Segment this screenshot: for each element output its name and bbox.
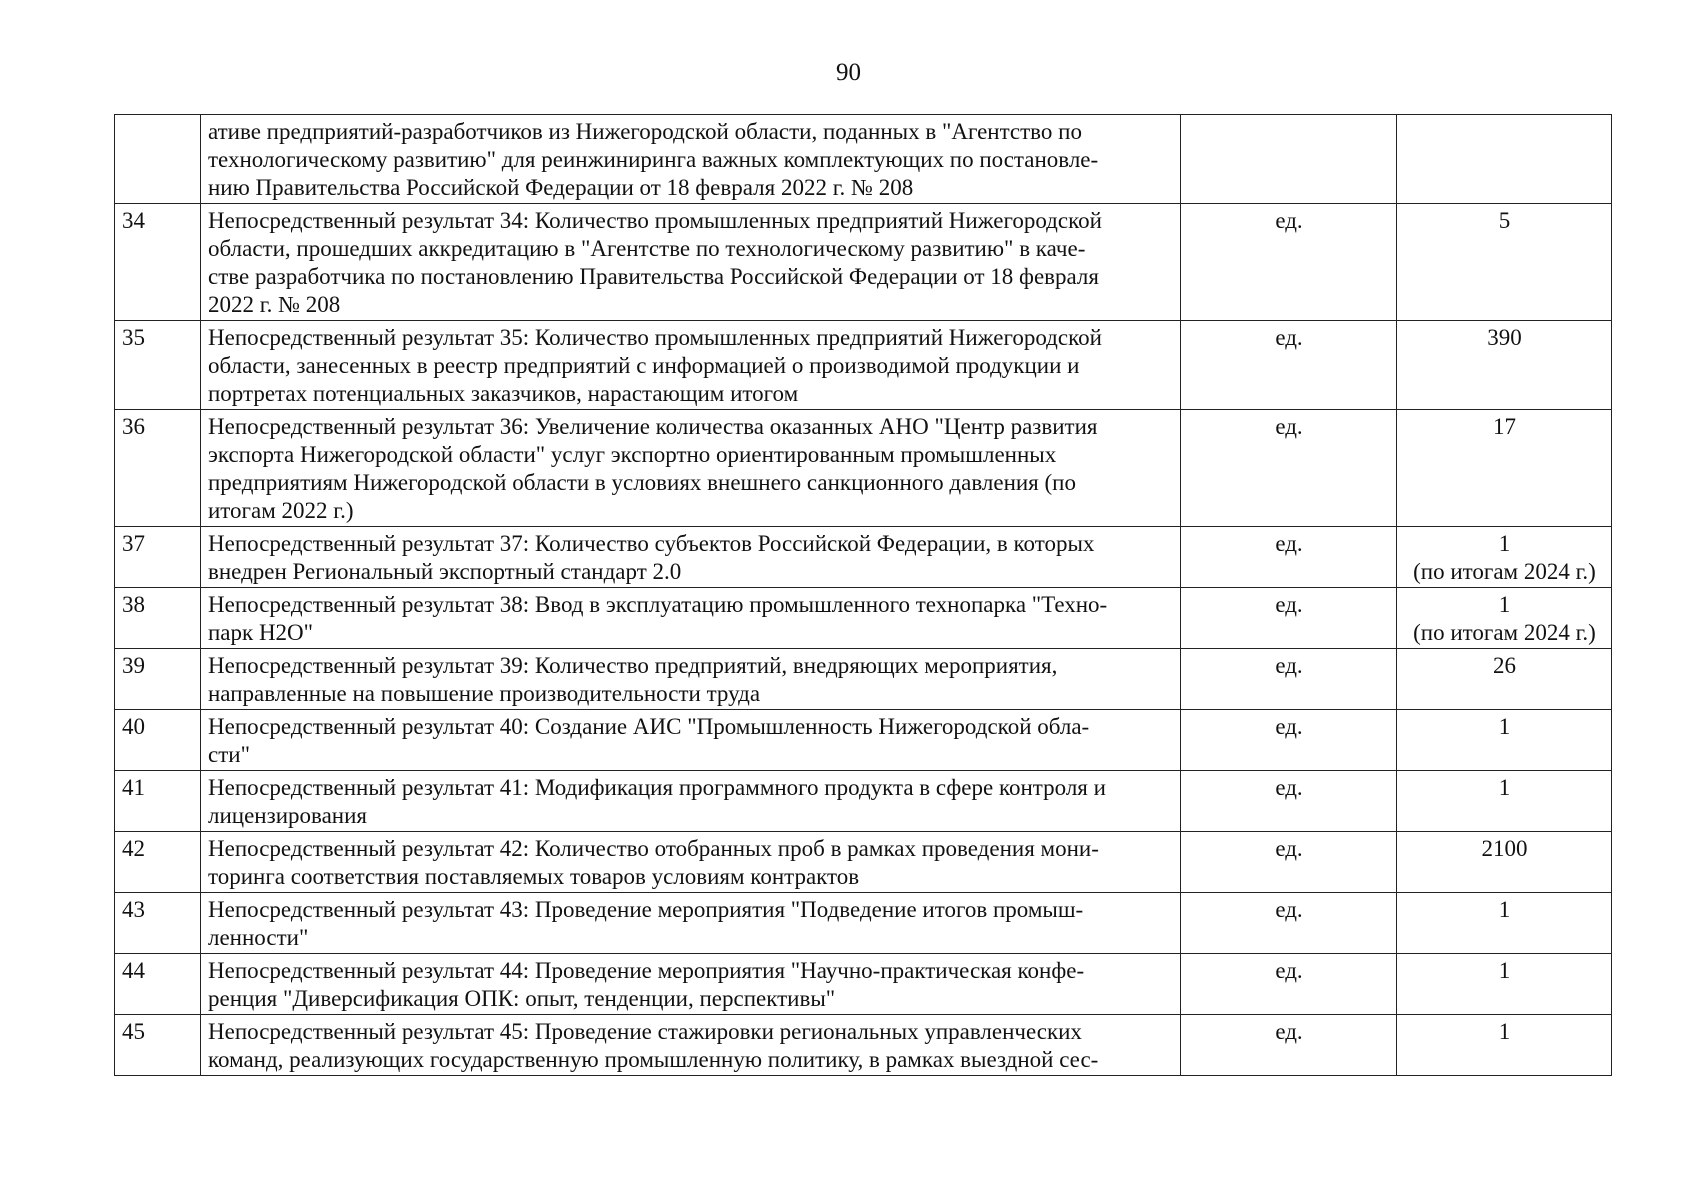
row-number-cell: 38 (115, 588, 201, 649)
value-amount: 1 (1498, 531, 1511, 556)
description-line: Непосредственный результат 41: Модификация программного продукта в сфере контроля и (208, 775, 1106, 800)
table-row (115, 649, 1612, 710)
unit-cell: ед. (1181, 649, 1397, 710)
unit-cell: ед. (1181, 321, 1397, 410)
results-table-body (115, 115, 1612, 1076)
result-description-cell (201, 115, 1181, 204)
description-line: Непосредственный результат 45: Проведение стажировки региональных управленческих (208, 1019, 1082, 1044)
value-amount: 1 (1498, 775, 1511, 800)
unit-cell: ед. (1181, 954, 1397, 1015)
result-description-cell (201, 893, 1181, 954)
description-line: команд, реализующих государственную промышленную политику, в рамках выездной сес- (208, 1047, 1099, 1072)
description-line: лицензирования (208, 803, 367, 828)
value-cell (1397, 588, 1612, 649)
page-number: 90 (836, 59, 861, 86)
row-number-cell: 45 (115, 1015, 201, 1076)
description-line: ативе предприятий-разработчиков из Нижегородской области, поданных в "Агентство по (208, 119, 1082, 144)
row-number-cell: 36 (115, 410, 201, 527)
row-number-cell: 44 (115, 954, 201, 1015)
description-line: Непосредственный результат 44: Проведение мероприятия "Научно-практическая конфе- (208, 958, 1085, 983)
value-amount: 1 (1498, 714, 1511, 739)
value-cell (1397, 204, 1612, 321)
value-amount: 390 (1487, 325, 1522, 350)
value-amount: 1 (1498, 592, 1511, 617)
value-amount: 2100 (1481, 836, 1528, 861)
description-line: сти" (208, 742, 250, 767)
value-note: (по итогам 2024 г.) (1413, 559, 1596, 584)
value-cell (1397, 1015, 1612, 1076)
value-amount: 17 (1493, 414, 1516, 439)
description-line: итогам 2022 г.) (208, 498, 354, 523)
table-row (115, 588, 1612, 649)
row-number-cell: 43 (115, 893, 201, 954)
row-number-cell: 40 (115, 710, 201, 771)
result-description-cell (201, 954, 1181, 1015)
description-line: области, прошедших аккредитацию в "Агентстве по технологическому развитию" в каче- (208, 236, 1086, 261)
unit-cell: ед. (1181, 832, 1397, 893)
result-description-cell (201, 649, 1181, 710)
value-cell (1397, 893, 1612, 954)
value-amount: 26 (1493, 653, 1516, 678)
table-row (115, 771, 1612, 832)
description-line: парк Н2О" (208, 620, 314, 645)
value-amount: 5 (1498, 208, 1511, 233)
row-number-cell: 39 (115, 649, 201, 710)
description-line: Непосредственный результат 43: Проведение мероприятия "Подведение итогов промыш- (208, 897, 1084, 922)
result-description-cell (201, 832, 1181, 893)
description-line: технологическому развитию" для реинжиниринга важных комплектующих по постановле- (208, 147, 1099, 172)
result-description-cell (201, 588, 1181, 649)
result-description-cell (201, 710, 1181, 771)
description-line: торинга соответствия поставляемых товаров условиям контрактов (208, 864, 860, 889)
description-line: внедрен Региональный экспортный стандарт 2.0 (208, 559, 682, 584)
value-note: (по итогам 2024 г.) (1413, 620, 1596, 645)
row-number-cell: 35 (115, 321, 201, 410)
table-row (115, 321, 1612, 410)
value-amount: 1 (1498, 1019, 1511, 1044)
unit-cell: ед. (1181, 710, 1397, 771)
value-cell (1397, 321, 1612, 410)
value-cell (1397, 771, 1612, 832)
value-cell (1397, 410, 1612, 527)
description-line: направленные на повышение производительности труда (208, 681, 761, 706)
value-amount: 1 (1498, 958, 1511, 983)
description-line: Непосредственный результат 36: Увеличение количества оказанных АНО "Центр развития (208, 414, 1098, 439)
table-row (115, 1015, 1612, 1076)
value-cell (1397, 115, 1612, 204)
row-number-cell: 37 (115, 527, 201, 588)
value-cell (1397, 832, 1612, 893)
description-line: портретах потенциальных заказчиков, нарастающим итогом (208, 381, 799, 406)
description-line: нию Правительства Российской Федерации от 18 февраля 2022 г. № 208 (208, 175, 914, 200)
description-line: Непосредственный результат 39: Количество предприятий, внедряющих мероприятия, (208, 653, 1058, 678)
unit-cell: ед. (1181, 771, 1397, 832)
value-cell (1397, 710, 1612, 771)
description-line: экспорта Нижегородской области" услуг экспортно ориентированным промышленных (208, 442, 1057, 467)
unit-cell: ед. (1181, 204, 1397, 321)
description-line: Непосредственный результат 34: Количество промышленных предприятий Нижегородской (208, 208, 1102, 233)
table-row (115, 893, 1612, 954)
table-row (115, 204, 1612, 321)
description-line: ренция "Диверсификация ОПК: опыт, тенденции, перспективы" (208, 986, 836, 1011)
result-description-cell (201, 527, 1181, 588)
table-row (115, 410, 1612, 527)
description-line: стве разработчика по постановлению Правительства Российской Федерации от 18 февраля (208, 264, 1099, 289)
table-row (115, 527, 1612, 588)
description-line: Непосредственный результат 40: Создание АИС "Промышленность Нижегородской обла- (208, 714, 1090, 739)
result-description-cell (201, 410, 1181, 527)
unit-cell: ед. (1181, 527, 1397, 588)
description-line: 2022 г. № 208 (208, 292, 341, 317)
description-line: ленности" (208, 925, 309, 950)
results-table (114, 114, 1612, 1076)
value-cell (1397, 649, 1612, 710)
value-cell (1397, 527, 1612, 588)
table-row (115, 954, 1612, 1015)
unit-cell: ед. (1181, 588, 1397, 649)
description-line: предприятиям Нижегородской области в условиях внешнего санкционного давления (по (208, 470, 1076, 495)
table-row (115, 710, 1612, 771)
row-number-cell: 41 (115, 771, 201, 832)
unit-cell: ед. (1181, 410, 1397, 527)
description-line: Непосредственный результат 42: Количество отобранных проб в рамках проведения мони- (208, 836, 1099, 861)
row-number-cell: 34 (115, 204, 201, 321)
row-number-cell (115, 115, 201, 204)
result-description-cell (201, 1015, 1181, 1076)
result-description-cell (201, 321, 1181, 410)
result-description-cell (201, 771, 1181, 832)
description-line: Непосредственный результат 35: Количество промышленных предприятий Нижегородской (208, 325, 1102, 350)
unit-cell (1181, 115, 1397, 204)
unit-cell: ед. (1181, 1015, 1397, 1076)
unit-cell: ед. (1181, 893, 1397, 954)
description-line: области, занесенных в реестр предприятий с информацией о производимой продукции и (208, 353, 1080, 378)
result-description-cell (201, 204, 1181, 321)
description-line: Непосредственный результат 38: Ввод в эксплуатацию промышленного технопарка "Техно- (208, 592, 1108, 617)
value-amount: 1 (1498, 897, 1511, 922)
table-row (115, 115, 1612, 204)
value-cell (1397, 954, 1612, 1015)
description-line: Непосредственный результат 37: Количество субъектов Российской Федерации, в которых (208, 531, 1095, 556)
table-row (115, 832, 1612, 893)
row-number-cell: 42 (115, 832, 201, 893)
